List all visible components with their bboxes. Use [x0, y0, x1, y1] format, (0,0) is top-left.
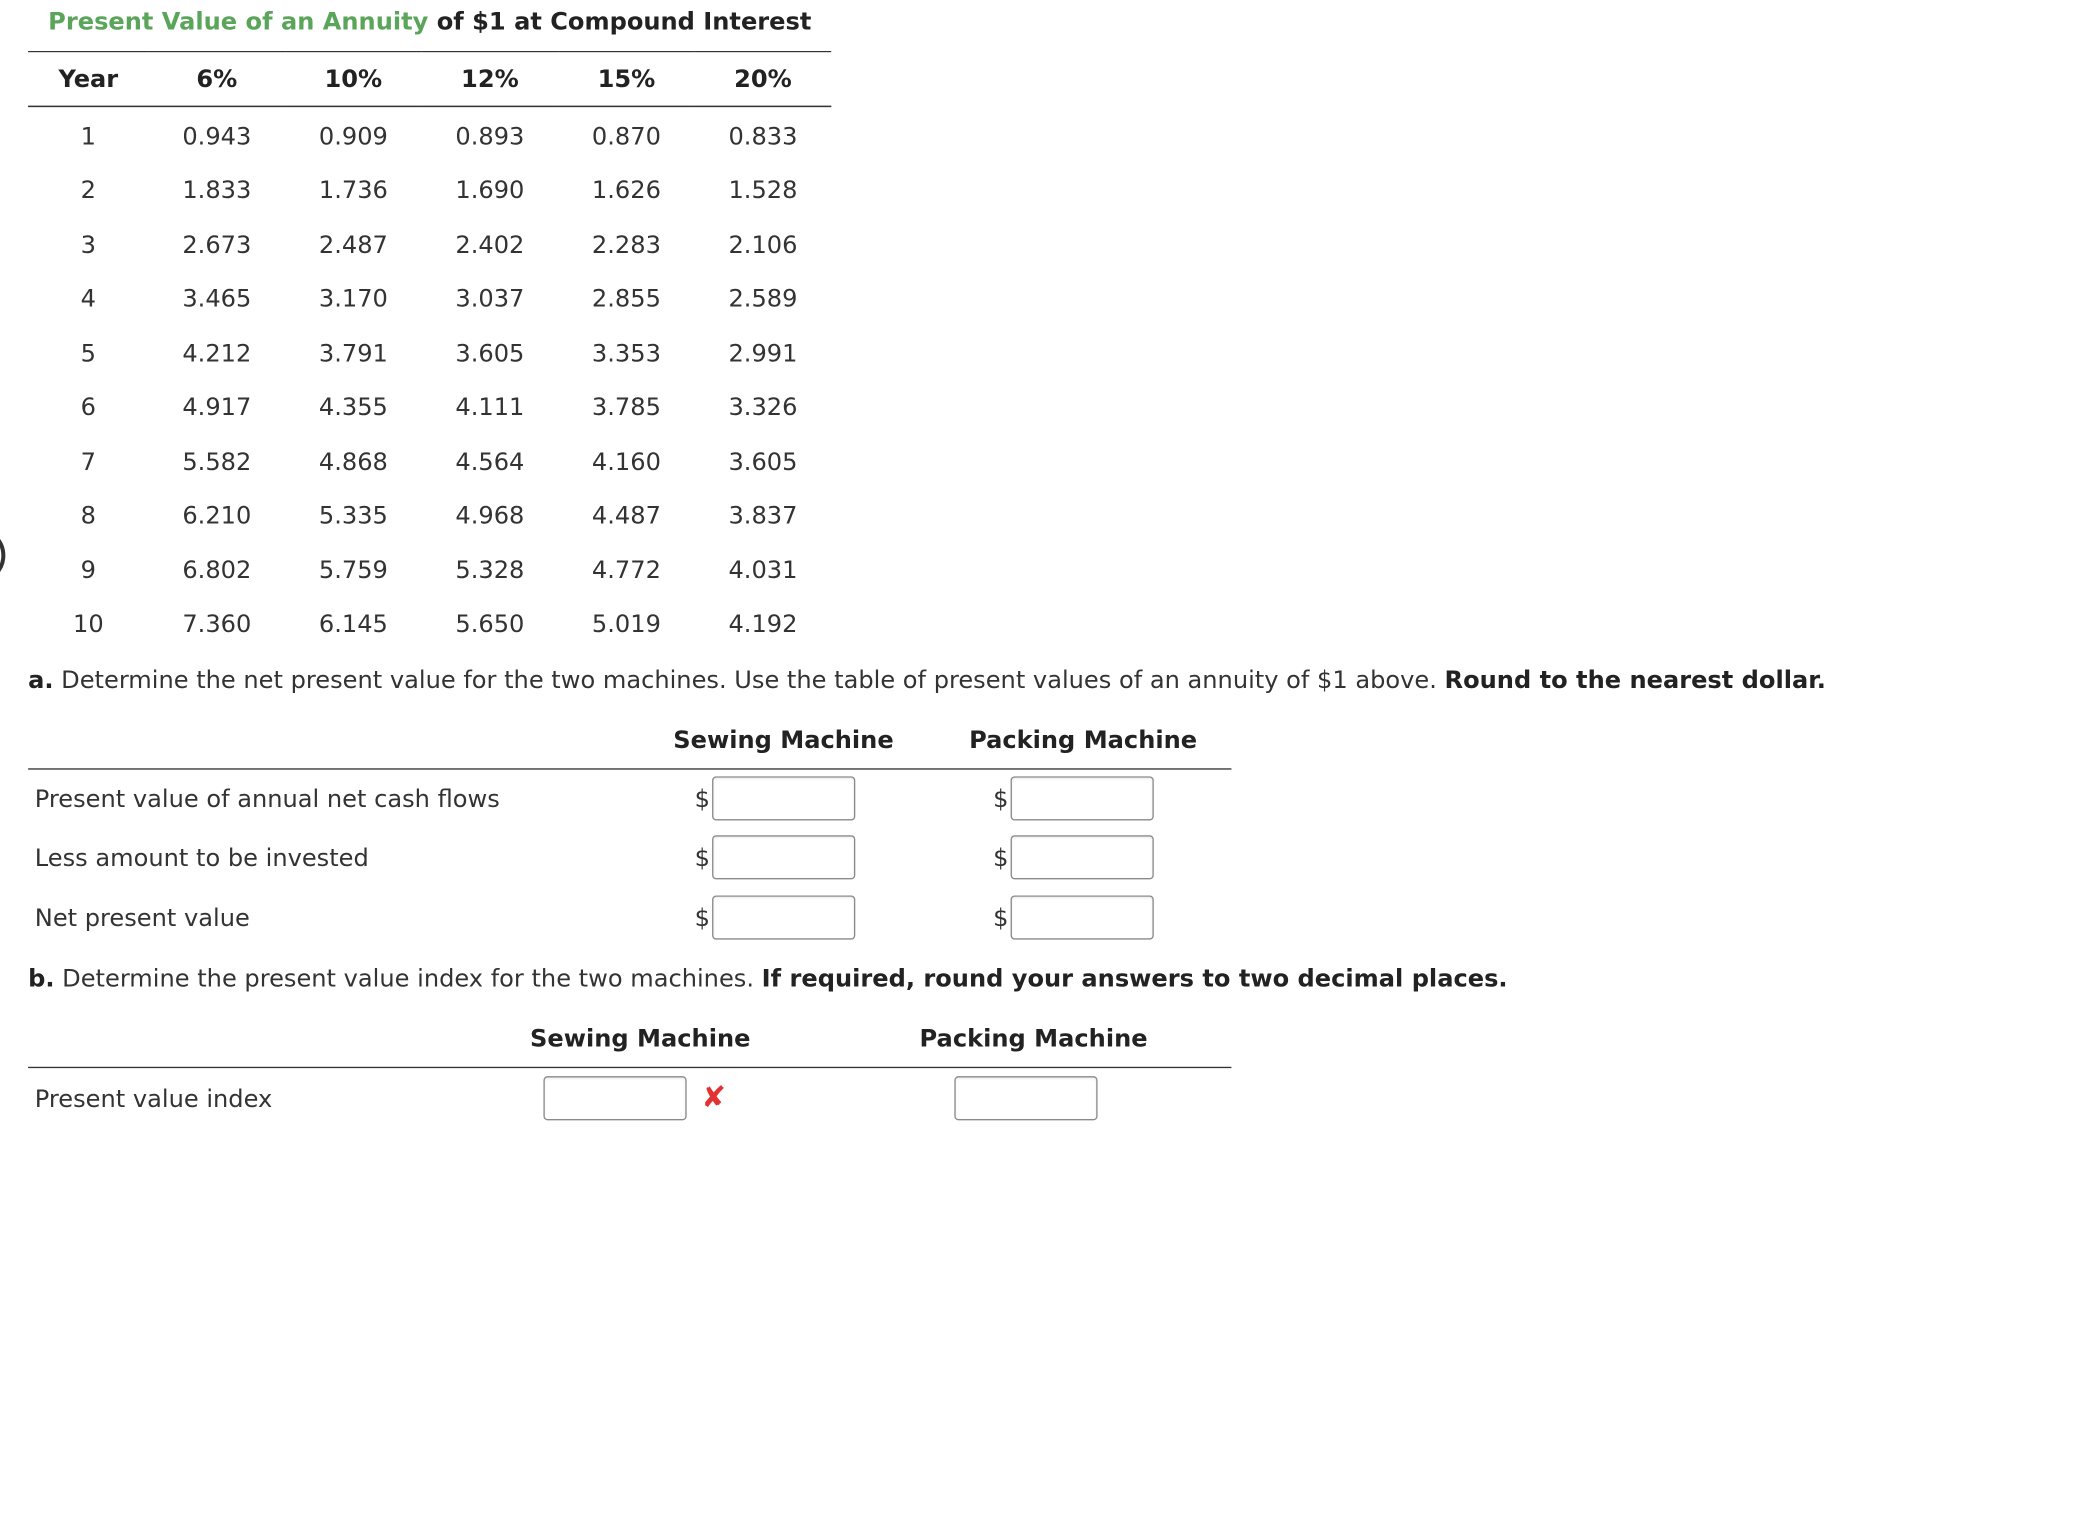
- table-cell: 7: [80, 448, 96, 477]
- part-b-instruction-bold: If required, round your answers to two decimal places.: [761, 965, 1508, 994]
- table-cell: 2.991: [728, 339, 798, 368]
- row-label-pv-cash-flows: Present value of annual net cash flows: [34, 785, 500, 814]
- table-cell: 3.605: [455, 339, 525, 368]
- part-b-col-packing: Packing Machine: [919, 1025, 1148, 1054]
- table-cell: 2.487: [318, 231, 388, 260]
- table-cell: 4.917: [182, 393, 252, 422]
- table-cell: 3.605: [728, 448, 798, 477]
- part-b-instruction-text: Determine the present value index for the two machines.: [54, 965, 762, 994]
- table-row: [28, 218, 831, 272]
- table-cell: 1.528: [728, 177, 798, 206]
- table-row: [28, 106, 831, 164]
- table-cell: 5.759: [318, 556, 388, 585]
- header-rate-6: 6%: [149, 52, 286, 107]
- table-cell: 6.145: [318, 610, 388, 639]
- table-cell: 5.019: [591, 610, 661, 639]
- table-cell: 6.210: [182, 502, 252, 531]
- part-a-header-rule: [28, 768, 1231, 769]
- table-cell: 3.353: [591, 339, 661, 368]
- table-cell: 0.870: [591, 122, 661, 151]
- currency-symbol: $: [993, 785, 1009, 814]
- part-b-instruction: [28, 965, 1507, 993]
- part-a-instruction: [28, 667, 1826, 695]
- table-row: [28, 543, 831, 597]
- header-year: Year: [28, 52, 148, 107]
- table-cell: 5: [80, 339, 96, 368]
- table-cell: 2.589: [728, 285, 798, 314]
- part-a-label: a.: [28, 666, 54, 695]
- table-row: [28, 381, 831, 435]
- packing-net-present-value-input[interactable]: [1011, 895, 1154, 939]
- annuity-table: [28, 51, 831, 652]
- header-rate-15: 15%: [558, 52, 695, 107]
- table-cell: 1.626: [591, 177, 661, 206]
- sewing-amount-invested-input[interactable]: [712, 835, 855, 879]
- table-cell: 4.487: [591, 502, 661, 531]
- annuity-table-title-green: Present Value of an Annuity: [48, 8, 429, 37]
- table-cell: 5.582: [182, 448, 252, 477]
- table-cell: 8: [80, 502, 96, 531]
- table-cell: 1.736: [318, 177, 388, 206]
- table-cell: 4.031: [728, 556, 798, 585]
- part-b-header-rule: [28, 1067, 1231, 1068]
- table-cell: 4.772: [591, 556, 661, 585]
- circle-control-icon[interactable]: [0, 527, 5, 583]
- table-cell: 1: [80, 122, 96, 151]
- table-cell: 4.564: [455, 448, 525, 477]
- table-cell: 0.833: [728, 122, 798, 151]
- packing-pv-cash-flows-input[interactable]: [1011, 776, 1154, 820]
- table-row: [28, 435, 831, 489]
- table-cell: 2.855: [591, 285, 661, 314]
- incorrect-x-icon: ✘: [701, 1081, 727, 1115]
- table-cell: 10: [73, 610, 104, 639]
- table-cell: 3.465: [182, 285, 252, 314]
- sewing-net-present-value-input[interactable]: [712, 895, 855, 939]
- header-rate-20: 20%: [695, 52, 832, 107]
- annuity-header-row: [28, 52, 831, 107]
- currency-symbol: $: [993, 844, 1009, 873]
- table-cell: 3: [80, 231, 96, 260]
- table-cell: 2.283: [591, 231, 661, 260]
- table-row: [28, 598, 831, 652]
- table-cell: 7.360: [182, 610, 252, 639]
- row-label-pv-index: Present value index: [34, 1085, 273, 1114]
- table-cell: 1.833: [182, 177, 252, 206]
- table-cell: 6.802: [182, 556, 252, 585]
- header-rate-10: 10%: [285, 52, 422, 107]
- table-cell: 5.335: [318, 502, 388, 531]
- sewing-pv-cash-flows-input[interactable]: [712, 776, 855, 820]
- table-cell: 2.673: [182, 231, 252, 260]
- table-cell: 9: [80, 556, 96, 585]
- table-cell: 4.355: [318, 393, 388, 422]
- table-cell: 6: [80, 393, 96, 422]
- currency-symbol: $: [694, 904, 711, 933]
- part-b-col-sewing: Sewing Machine: [530, 1025, 751, 1054]
- table-row: [28, 164, 831, 218]
- table-cell: 4.212: [182, 339, 252, 368]
- currency-symbol: $: [694, 785, 711, 814]
- table-cell: 0.893: [455, 122, 525, 151]
- table-cell: 3.170: [318, 285, 388, 314]
- sewing-pv-index-input[interactable]: [543, 1076, 686, 1120]
- table-cell: 5.328: [455, 556, 525, 585]
- table-row: [28, 489, 831, 543]
- table-cell: 4: [80, 285, 96, 314]
- packing-pv-index-input[interactable]: [954, 1076, 1097, 1120]
- part-a-instruction-text: Determine the net present value for the two machines. Use the table of present values of an annuity of $1 above.: [53, 666, 1445, 695]
- header-rate-12: 12%: [422, 52, 559, 107]
- row-label-amount-invested: Less amount to be invested: [34, 844, 369, 873]
- table-row: [28, 272, 831, 326]
- table-cell: 3.837: [728, 502, 798, 531]
- part-b-label: b.: [28, 965, 55, 994]
- table-cell: 4.111: [455, 393, 525, 422]
- table-cell: 0.909: [318, 122, 388, 151]
- annuity-table-title: [48, 8, 811, 36]
- table-cell: 4.192: [728, 610, 798, 639]
- part-a-col-sewing: Sewing Machine: [673, 726, 894, 755]
- packing-amount-invested-input[interactable]: [1011, 835, 1154, 879]
- row-label-net-present-value: Net present value: [34, 904, 250, 933]
- table-cell: 4.968: [455, 502, 525, 531]
- table-cell: 4.160: [591, 448, 661, 477]
- table-cell: 0.943: [182, 122, 252, 151]
- table-cell: 4.868: [318, 448, 388, 477]
- part-a-instruction-bold: Round to the nearest dollar.: [1444, 666, 1826, 695]
- table-row: [28, 327, 831, 381]
- table-cell: 3.791: [318, 339, 388, 368]
- table-cell: 2.402: [455, 231, 525, 260]
- part-a-col-packing: Packing Machine: [969, 726, 1198, 755]
- table-cell: 2: [80, 177, 96, 206]
- currency-symbol: $: [993, 904, 1009, 933]
- table-cell: 2.106: [728, 231, 798, 260]
- table-cell: 3.037: [455, 285, 525, 314]
- annuity-table-title-rest: of $1 at Compound Interest: [428, 8, 812, 37]
- table-cell: 1.690: [455, 177, 525, 206]
- table-cell: 3.785: [591, 393, 661, 422]
- table-cell: 3.326: [728, 393, 798, 422]
- table-cell: 5.650: [455, 610, 525, 639]
- currency-symbol: $: [694, 844, 711, 873]
